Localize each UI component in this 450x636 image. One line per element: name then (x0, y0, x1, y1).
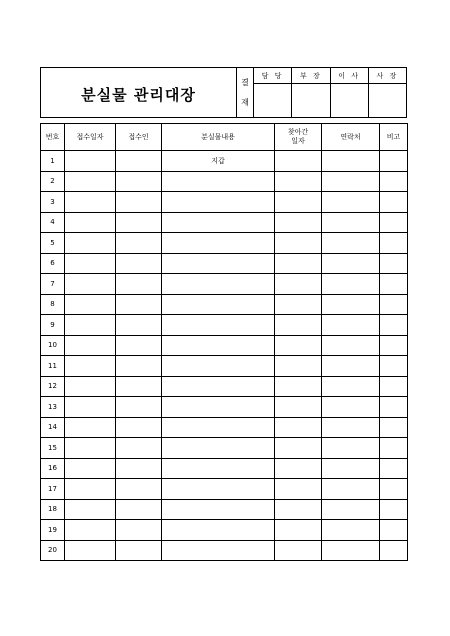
column-header-found-date: 찾아간 일자 (275, 124, 322, 151)
row-number: 16 (41, 458, 65, 479)
cell-found-date[interactable] (275, 499, 322, 520)
cell-received-by[interactable] (116, 151, 162, 172)
cell-item[interactable] (162, 499, 275, 520)
approval-column-department-head (292, 68, 330, 117)
title-cell (41, 68, 237, 117)
table-row (41, 192, 408, 213)
approval-column-manager (254, 68, 292, 117)
table-row (41, 151, 408, 172)
table-row (41, 356, 408, 377)
cell-received-date[interactable] (65, 233, 116, 254)
cell-received-by[interactable] (116, 356, 162, 377)
cell-note[interactable] (380, 356, 408, 377)
table-row (41, 376, 408, 397)
cell-found-date[interactable] (275, 438, 322, 459)
table-row (41, 233, 408, 254)
cell-contact[interactable] (322, 499, 380, 520)
row-number: 18 (41, 499, 65, 520)
row-number: 2 (41, 171, 65, 192)
approval-title: 부 장 (292, 68, 329, 84)
cell-found-date[interactable] (275, 458, 322, 479)
cell-received-by[interactable] (116, 520, 162, 541)
cell-item[interactable] (162, 294, 275, 315)
cell-contact[interactable] (322, 458, 380, 479)
approval-title: 담 당 (254, 68, 291, 84)
cell-note[interactable] (380, 438, 408, 459)
cell-received-date[interactable] (65, 458, 116, 479)
cell-received-by[interactable] (116, 294, 162, 315)
row-number: 3 (41, 192, 65, 213)
cell-note[interactable] (380, 233, 408, 254)
cell-contact[interactable] (322, 151, 380, 172)
cell-contact[interactable] (322, 540, 380, 561)
cell-note[interactable] (380, 499, 408, 520)
cell-note[interactable] (380, 151, 408, 172)
cell-item[interactable] (162, 438, 275, 459)
cell-item[interactable] (162, 356, 275, 377)
cell-found-date[interactable] (275, 212, 322, 233)
cell-contact[interactable] (322, 417, 380, 438)
cell-received-by[interactable] (116, 438, 162, 459)
cell-received-by[interactable] (116, 253, 162, 274)
cell-found-date[interactable] (275, 294, 322, 315)
signature-box[interactable] (292, 84, 329, 117)
table-row (41, 212, 408, 233)
row-number: 1 (41, 151, 65, 172)
cell-found-date[interactable] (275, 417, 322, 438)
cell-found-date[interactable] (275, 233, 322, 254)
cell-item[interactable] (162, 397, 275, 418)
cell-note[interactable] (380, 192, 408, 213)
row-number: 14 (41, 417, 65, 438)
cell-found-date[interactable] (275, 171, 322, 192)
cell-found-date[interactable] (275, 192, 322, 213)
cell-received-by[interactable] (116, 233, 162, 254)
cell-found-date[interactable] (275, 315, 322, 336)
signature-box[interactable] (254, 84, 291, 117)
table-row (41, 479, 408, 500)
column-header-note: 비고 (380, 124, 408, 151)
approval-title: 사 장 (369, 68, 406, 84)
cell-item[interactable] (162, 253, 275, 274)
cell-item[interactable] (162, 233, 275, 254)
cell-item[interactable] (162, 417, 275, 438)
cell-note[interactable] (380, 417, 408, 438)
cell-found-date[interactable] (275, 376, 322, 397)
cell-received-date[interactable] (65, 397, 116, 418)
cell-contact[interactable] (322, 520, 380, 541)
cell-received-by[interactable] (116, 274, 162, 295)
cell-note[interactable] (380, 397, 408, 418)
row-number: 20 (41, 540, 65, 561)
cell-contact[interactable] (322, 171, 380, 192)
cell-found-date[interactable] (275, 335, 322, 356)
row-number: 5 (41, 233, 65, 254)
cell-contact[interactable] (322, 274, 380, 295)
cell-received-by[interactable] (116, 458, 162, 479)
cell-received-by[interactable] (116, 171, 162, 192)
column-header-received-by: 접수인 (116, 124, 162, 151)
cell-contact[interactable] (322, 438, 380, 459)
document-header (40, 67, 407, 118)
cell-found-date[interactable] (275, 479, 322, 500)
cell-received-date[interactable] (65, 438, 116, 459)
table-row (41, 540, 408, 561)
signature-box[interactable] (369, 84, 406, 117)
row-number: 13 (41, 397, 65, 418)
row-number: 10 (41, 335, 65, 356)
table-row (41, 397, 408, 418)
cell-received-by[interactable] (116, 335, 162, 356)
cell-item[interactable] (162, 171, 275, 192)
cell-item[interactable] (162, 315, 275, 336)
cell-received-by[interactable] (116, 397, 162, 418)
cell-note[interactable] (380, 540, 408, 561)
cell-received-date[interactable] (65, 479, 116, 500)
row-number: 11 (41, 356, 65, 377)
cell-found-date[interactable] (275, 274, 322, 295)
cell-found-date[interactable] (275, 520, 322, 541)
approval-signature-block (254, 68, 406, 117)
cell-received-date[interactable] (65, 192, 116, 213)
cell-item[interactable]: 지갑 (162, 151, 275, 172)
cell-received-date[interactable] (65, 520, 116, 541)
cell-note[interactable] (380, 479, 408, 500)
cell-item[interactable] (162, 274, 275, 295)
approval-label (237, 68, 254, 117)
cell-item[interactable] (162, 335, 275, 356)
cell-item[interactable] (162, 192, 275, 213)
row-number: 6 (41, 253, 65, 274)
table-row (41, 253, 408, 274)
column-header-item: 분실물내용 (162, 124, 275, 151)
cell-item[interactable] (162, 212, 275, 233)
table-row (41, 520, 408, 541)
cell-contact[interactable] (322, 479, 380, 500)
table-row (41, 171, 408, 192)
cell-received-date[interactable] (65, 315, 116, 336)
cell-received-date[interactable] (65, 212, 116, 233)
cell-contact[interactable] (322, 233, 380, 254)
cell-note[interactable] (380, 376, 408, 397)
cell-received-date[interactable] (65, 417, 116, 438)
column-header-contact: 연락처 (322, 124, 380, 151)
cell-received-date[interactable] (65, 274, 116, 295)
approval-column-director (331, 68, 369, 117)
cell-note[interactable] (380, 458, 408, 479)
cell-item[interactable] (162, 479, 275, 500)
cell-contact[interactable] (322, 376, 380, 397)
cell-contact[interactable] (322, 294, 380, 315)
cell-contact[interactable] (322, 192, 380, 213)
cell-received-by[interactable] (116, 212, 162, 233)
approval-column-president (369, 68, 406, 117)
cell-received-date[interactable] (65, 376, 116, 397)
cell-note[interactable] (380, 171, 408, 192)
row-number: 4 (41, 212, 65, 233)
cell-received-date[interactable] (65, 356, 116, 377)
cell-received-date[interactable] (65, 253, 116, 274)
table-body (41, 151, 408, 561)
cell-contact[interactable] (322, 356, 380, 377)
row-number: 12 (41, 376, 65, 397)
cell-received-by[interactable] (116, 479, 162, 500)
cell-note[interactable] (380, 335, 408, 356)
cell-received-date[interactable] (65, 335, 116, 356)
row-number: 8 (41, 294, 65, 315)
cell-received-date[interactable] (65, 540, 116, 561)
table-row (41, 417, 408, 438)
cell-received-date[interactable] (65, 499, 116, 520)
cell-received-date[interactable] (65, 151, 116, 172)
cell-received-by[interactable] (116, 315, 162, 336)
cell-contact[interactable] (322, 335, 380, 356)
cell-note[interactable] (380, 294, 408, 315)
signature-box[interactable] (331, 84, 368, 117)
cell-note[interactable] (380, 520, 408, 541)
cell-found-date[interactable] (275, 151, 322, 172)
table-row (41, 499, 408, 520)
cell-found-date[interactable] (275, 397, 322, 418)
cell-received-date[interactable] (65, 171, 116, 192)
cell-item[interactable] (162, 540, 275, 561)
cell-found-date[interactable] (275, 253, 322, 274)
table-row (41, 315, 408, 336)
cell-received-by[interactable] (116, 540, 162, 561)
table-row (41, 438, 408, 459)
cell-contact[interactable] (322, 315, 380, 336)
cell-note[interactable] (380, 253, 408, 274)
cell-item[interactable] (162, 520, 275, 541)
lost-item-ledger-table (40, 123, 408, 561)
cell-received-by[interactable] (116, 417, 162, 438)
cell-note[interactable] (380, 315, 408, 336)
cell-received-by[interactable] (116, 376, 162, 397)
cell-contact[interactable] (322, 212, 380, 233)
row-number: 7 (41, 274, 65, 295)
cell-note[interactable] (380, 274, 408, 295)
cell-found-date[interactable] (275, 540, 322, 561)
cell-received-date[interactable] (65, 294, 116, 315)
table-header-row (41, 124, 408, 151)
column-header-number: 번호 (41, 124, 65, 151)
cell-note[interactable] (380, 212, 408, 233)
table-row (41, 335, 408, 356)
document-title: 분실물 관리대장 (81, 86, 196, 104)
table-row (41, 458, 408, 479)
cell-received-by[interactable] (116, 499, 162, 520)
column-header-received-date: 접수일자 (65, 124, 116, 151)
approval-label-bottom: 재 (241, 98, 249, 108)
cell-found-date[interactable] (275, 356, 322, 377)
row-number: 17 (41, 479, 65, 500)
approval-title: 이 사 (331, 68, 368, 84)
row-number: 9 (41, 315, 65, 336)
row-number: 19 (41, 520, 65, 541)
row-number: 15 (41, 438, 65, 459)
cell-received-by[interactable] (116, 192, 162, 213)
cell-item[interactable] (162, 458, 275, 479)
cell-contact[interactable] (322, 397, 380, 418)
approval-label-top: 결 (241, 77, 249, 87)
table-row (41, 294, 408, 315)
cell-item[interactable] (162, 376, 275, 397)
cell-contact[interactable] (322, 253, 380, 274)
table-row (41, 274, 408, 295)
